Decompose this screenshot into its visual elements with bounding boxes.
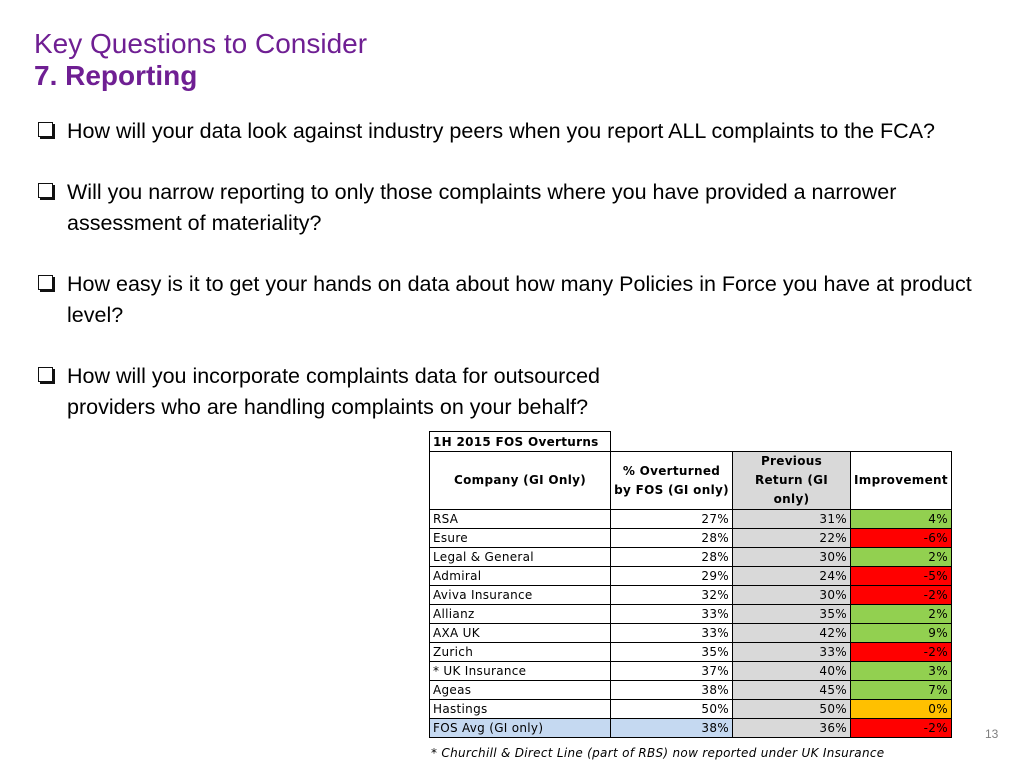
table-row xyxy=(430,662,952,681)
cell-previous-return: 30% xyxy=(733,586,851,605)
cell-pct-overturned: 38% xyxy=(611,681,733,700)
table-row xyxy=(430,700,952,719)
bullet-item xyxy=(36,361,677,423)
table-row xyxy=(430,605,952,624)
cell-company: Hastings xyxy=(430,700,611,719)
bullet-text: How will your data look against industry peers when you report ALL complaints to the FCA? xyxy=(67,119,936,143)
table-row xyxy=(430,643,952,662)
bullet-item xyxy=(36,177,986,239)
cell-previous-return: 22% xyxy=(733,529,851,548)
cell-company: Legal & General xyxy=(430,548,611,567)
cell-previous-return: 36% xyxy=(733,719,851,738)
cell-company: Admiral xyxy=(430,567,611,586)
cell-pct-overturned: 35% xyxy=(611,643,733,662)
header-pct-overturned: % Overturned by FOS (GI only) xyxy=(611,452,733,510)
cell-company: Esure xyxy=(430,529,611,548)
cell-company: * UK Insurance xyxy=(430,662,611,681)
cell-previous-return: 50% xyxy=(733,700,851,719)
cell-improvement: 2% xyxy=(851,605,952,624)
cell-pct-overturned: 28% xyxy=(611,548,733,567)
table-row xyxy=(430,624,952,643)
table-header-row xyxy=(430,452,952,510)
cell-company: Zurich xyxy=(430,643,611,662)
checkbox-bullet-icon xyxy=(38,275,53,290)
cell-pct-overturned: 37% xyxy=(611,662,733,681)
checkbox-bullet-icon xyxy=(38,183,53,198)
cell-improvement: -6% xyxy=(851,529,952,548)
cell-previous-return: 40% xyxy=(733,662,851,681)
cell-company: Allianz xyxy=(430,605,611,624)
slide-title: Key Questions to Consider xyxy=(34,28,368,59)
header-improvement: Improvement xyxy=(851,452,952,510)
table-row xyxy=(430,567,952,586)
cell-previous-return: 33% xyxy=(733,643,851,662)
cell-pct-overturned: 32% xyxy=(611,586,733,605)
cell-company: Ageas xyxy=(430,681,611,700)
bullet-text: How easy is it to get your hands on data about how many Policies in Force you have at product level? xyxy=(67,272,972,327)
cell-previous-return: 30% xyxy=(733,548,851,567)
checkbox-bullet-icon xyxy=(38,367,53,382)
slide-subtitle: 7. Reporting xyxy=(34,60,198,91)
checkbox-bullet-icon xyxy=(38,122,53,137)
table-row xyxy=(430,681,952,700)
cell-pct-overturned: 50% xyxy=(611,700,733,719)
header-company: Company (GI Only) xyxy=(430,452,611,510)
table-row xyxy=(430,586,952,605)
cell-company: Aviva Insurance xyxy=(430,586,611,605)
cell-company: RSA xyxy=(430,510,611,529)
cell-previous-return: 42% xyxy=(733,624,851,643)
cell-pct-overturned: 33% xyxy=(611,605,733,624)
bullet-text: How will you incorporate complaints data for outsourced providers who are handling complaints on your behalf? xyxy=(67,364,600,419)
cell-pct-overturned: 29% xyxy=(611,567,733,586)
table-row xyxy=(430,510,952,529)
cell-pct-overturned: 27% xyxy=(611,510,733,529)
table-row xyxy=(430,548,952,567)
cell-company: AXA UK xyxy=(430,624,611,643)
cell-improvement: 7% xyxy=(851,681,952,700)
bullet-item xyxy=(36,116,986,147)
cell-improvement: 4% xyxy=(851,510,952,529)
header-previous-return: Previous Return (GI only) xyxy=(733,452,851,510)
cell-previous-return: 35% xyxy=(733,605,851,624)
cell-improvement: 0% xyxy=(851,700,952,719)
table-footnote: * Churchill & Direct Line (part of RBS) now reported under UK Insurance xyxy=(431,746,885,760)
cell-improvement: 9% xyxy=(851,624,952,643)
cell-improvement: -2% xyxy=(851,719,952,738)
table-caption: 1H 2015 FOS Overturns xyxy=(430,432,611,452)
cell-pct-overturned: 38% xyxy=(611,719,733,738)
bullet-list xyxy=(36,116,986,453)
cell-improvement: 3% xyxy=(851,662,952,681)
cell-company: FOS Avg (GI only) xyxy=(430,719,611,738)
cell-improvement: -5% xyxy=(851,567,952,586)
cell-previous-return: 31% xyxy=(733,510,851,529)
cell-improvement: -2% xyxy=(851,586,952,605)
cell-improvement: 2% xyxy=(851,548,952,567)
page-number: 13 xyxy=(985,727,999,741)
cell-improvement: -2% xyxy=(851,643,952,662)
bullet-text: Will you narrow reporting to only those complaints where you have provided a narrower assessment of materiality? xyxy=(67,180,897,235)
table-row xyxy=(430,719,952,738)
fos-overturns-table xyxy=(429,431,952,738)
bullet-item xyxy=(36,269,986,331)
cell-pct-overturned: 28% xyxy=(611,529,733,548)
cell-pct-overturned: 33% xyxy=(611,624,733,643)
cell-previous-return: 45% xyxy=(733,681,851,700)
cell-previous-return: 24% xyxy=(733,567,851,586)
table-row xyxy=(430,529,952,548)
